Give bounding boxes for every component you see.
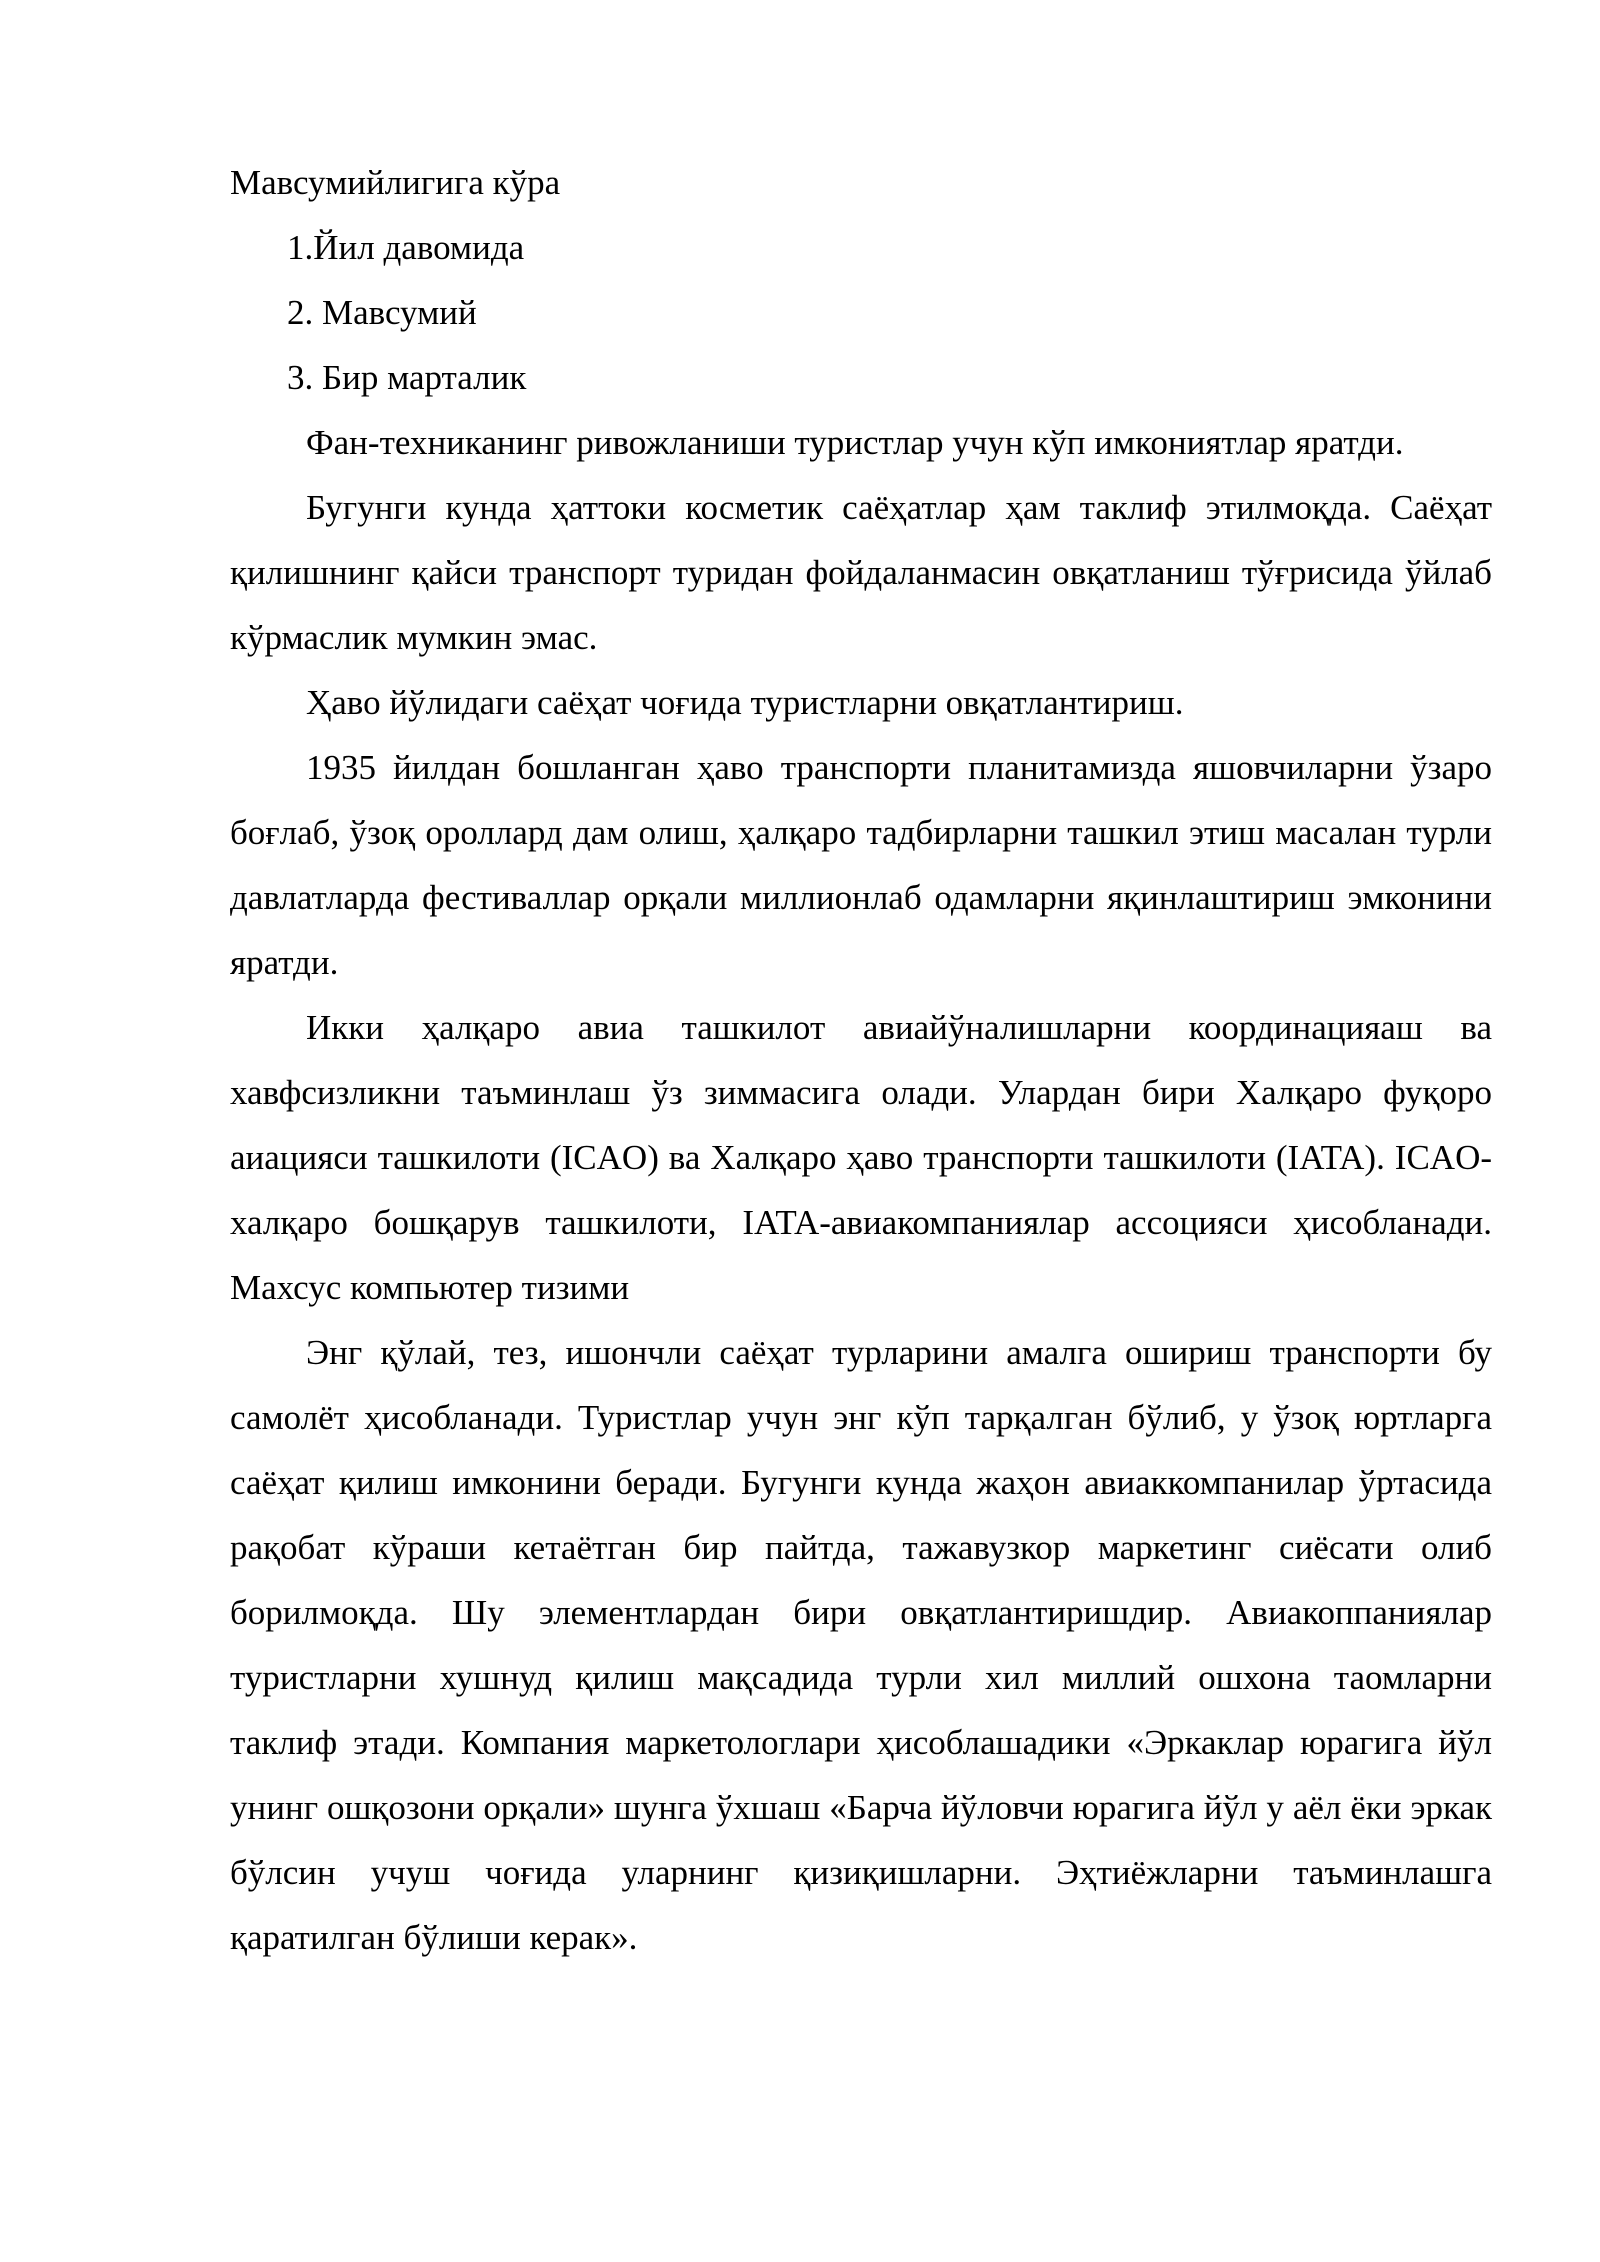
section-heading: Мавсумийлигига кўра [230,163,561,202]
paragraph-air-transport-history: 1935 йилдан бошланган ҳаво транспорти планитамизда яшовчиларни ўзаро боғлаб, ўзоқ ороллард дам олиш, ҳалқаро тадбирларни ташкил этиш масалан турли давлатларда фестиваллар орқали миллионлаб одамларни яқинлаштириш эмконини яратди. [230,748,1492,982]
paragraph-air-catering: Ҳаво йўлидаги саёҳат чоғида туристларни овқатлантириш. [306,683,1184,722]
list-item-year-round: 1.Йил давомида [287,228,525,267]
paragraph-technology: Фан-техниканинг ривожланиши туристлар учун кўп имкониятлар яратди. [306,423,1404,462]
list-item-seasonal: 2. Мавсумий [287,293,477,332]
paragraph-airline-marketing: Энг қўлай, тез, ишончли саёҳат турларини амалга ошириш транспорти бу самолёт ҳисобланади. Туристлар учун энг кўп тарқалган бўлиб, у ўзоқ юртларга саёҳат қилиш имконини беради. Бугунги кунда жаҳон авиаккомпанилар ўртасида рақобат кўраши кетаётган бир пайтда, тажавузкор маркетинг сиёсати олиб борилмоқда. Шу элементлардан бири овқатлантиришдир. Авиакоппаниялар туристларни хушнуд қилиш мақсадида турли хил миллий ошхона таомларни таклиф этади. Компания маркетологлари ҳисоблашадики «Эркаклар юрагига йўл унинг ошқозони орқали» шунга ўхшаш «Барча йўловчи юрагига йўл у аёл ёки эркак бўлсин учуш чоғида уларнинг қизиқишларни. Эҳтиёжларни таъминлашга қаратилган бўлиши керак». [230,1333,1492,1957]
document-body [230,150,1492,1970]
paragraph-icao-iata: Икки ҳалқаро авиа ташкилот авиайўналишларни координацияаш ва хавфсизликни таъминлаш ўз зиммасига олади. Улардан бири Халқаро фуқоро аиацияси ташкилоти (ICAO) ва Халқаро ҳаво транспорти ташкилоти (IATA). ICAO-халқаро бошқарув ташкилоти, IATA-авиакомпаниялар ассоцияси ҳисобланади. Махсус компьютер тизими [230,1008,1492,1307]
list-item-one-time: 3. Бир марталик [287,358,527,397]
paragraph-cosmetic-trips: Бугунги кунда ҳаттоки косметик саёҳатлар ҳам таклиф этилмоқда. Саёҳат қилишнинг қайси транспорт туридан фойдаланмасин овқатланиш тўғрисида ўйлаб кўрмаслик мумкин эмас. [230,488,1492,657]
